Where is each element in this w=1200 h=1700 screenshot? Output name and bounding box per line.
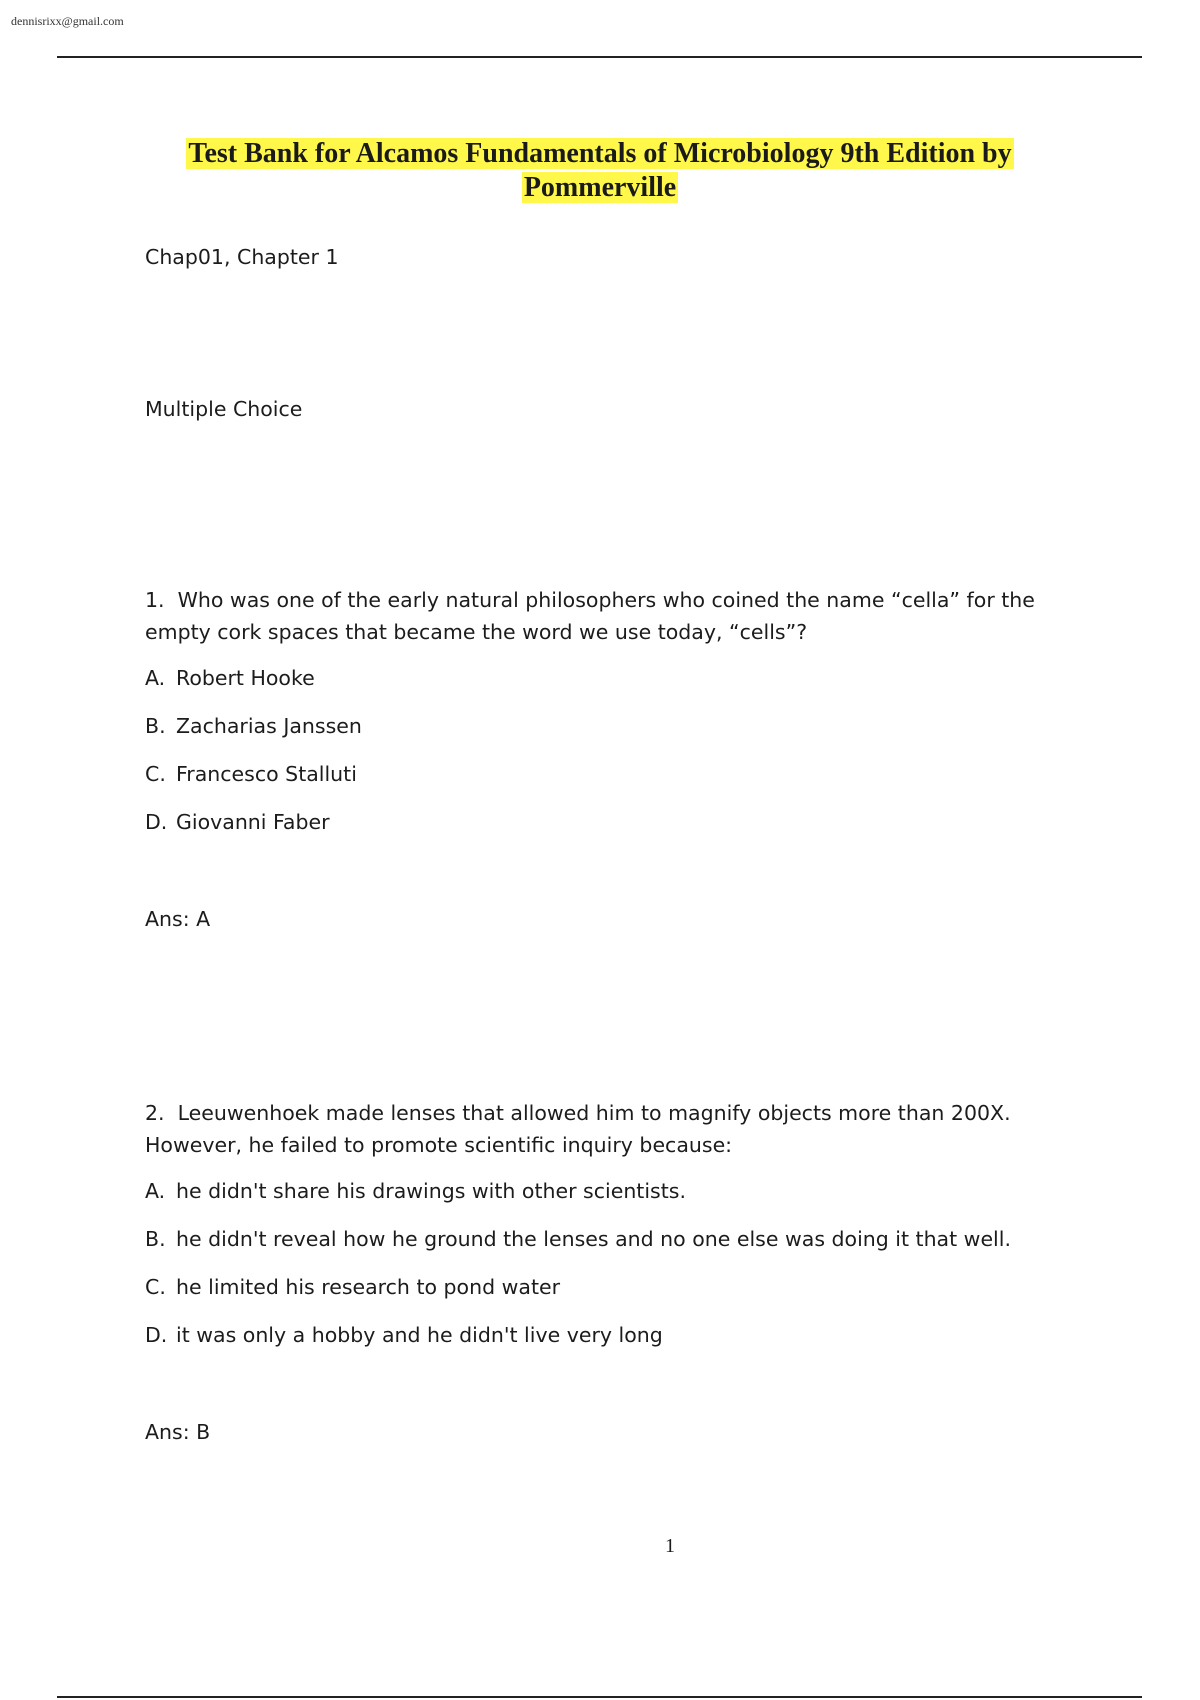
option-text: it was only a hobby and he didn't live very long (176, 1323, 663, 1347)
option-text: he didn't reveal how he ground the lenses and no one else was doing it that well. (176, 1227, 1011, 1251)
option-a (145, 662, 315, 694)
question-text-line-1: Leeuwenhoek made lenses that allowed him to magnify objects more than 200X. (177, 1101, 1011, 1125)
question-text-line-1: Who was one of the early natural philosophers who coined the name “cella” for the (177, 588, 1035, 612)
chapter-heading: Chap01, Chapter 1 (145, 245, 339, 269)
question-1 (145, 584, 1045, 931)
question-number: 1. (145, 588, 165, 612)
option-a (145, 1175, 686, 1207)
title-line-1: Test Bank for Alcamos Fundamentals of Microbiology 9th Edition by (188, 138, 1012, 169)
answer-key: Ans: A (145, 907, 211, 931)
option-text: he didn't share his drawings with other scientists. (176, 1179, 686, 1203)
option-letter: D. (145, 1323, 168, 1347)
option-letter: B. (145, 1227, 166, 1251)
page-number: 1 (665, 1535, 675, 1557)
option-letter: C. (145, 762, 166, 786)
document-title (150, 137, 1050, 205)
top-rule (57, 56, 1142, 58)
question-stem (145, 1097, 1045, 1161)
question-text-line-2: However, he failed to promote scientific inquiry because: (145, 1133, 733, 1157)
question-stem (145, 584, 1045, 648)
option-letter: A. (145, 666, 166, 690)
option-d (145, 1319, 663, 1351)
title-line-2: Pommerville (523, 172, 677, 203)
option-text: Francesco Stalluti (176, 762, 357, 786)
option-c (145, 758, 357, 790)
option-c (145, 1271, 560, 1303)
question-text-line-2: empty cork spaces that became the word we use today, “cells”? (145, 620, 808, 644)
option-text: he limited his research to pond water (176, 1275, 561, 1299)
question-2 (145, 1097, 1045, 1444)
header-email: dennisrixx@gmail.com (11, 14, 124, 28)
option-text: Zacharias Janssen (176, 714, 362, 738)
option-text: Robert Hooke (176, 666, 315, 690)
answer-key: Ans: B (145, 1420, 211, 1444)
option-letter: A. (145, 1179, 166, 1203)
option-letter: B. (145, 714, 166, 738)
bottom-rule (57, 1696, 1142, 1698)
question-number: 2. (145, 1101, 165, 1125)
option-letter: C. (145, 1275, 166, 1299)
option-b (145, 1223, 1011, 1255)
option-b (145, 710, 362, 742)
option-letter: D. (145, 810, 168, 834)
option-text: Giovanni Faber (176, 810, 330, 834)
option-d (145, 806, 330, 838)
section-heading: Multiple Choice (145, 397, 303, 421)
